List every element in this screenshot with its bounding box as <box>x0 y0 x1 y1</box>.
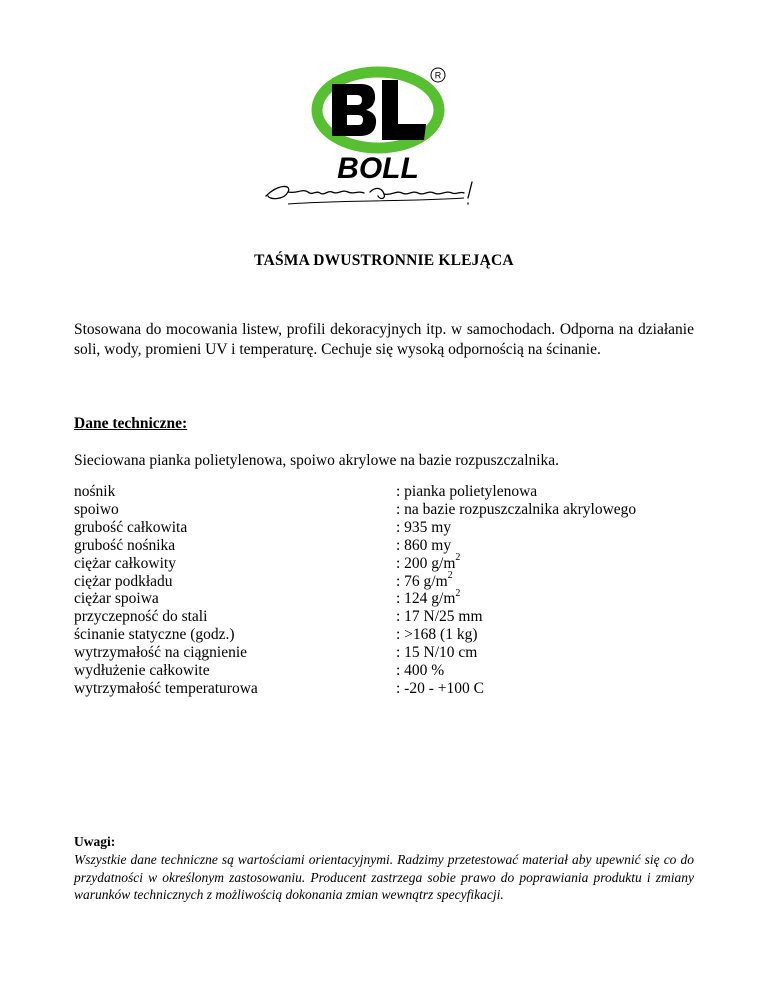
slogan-underline <box>288 198 464 204</box>
spec-label: grubość całkowita <box>74 518 188 536</box>
page-title: TAŚMA DWUSTRONNIE KLEJĄCA <box>254 252 514 269</box>
spec-label: przyczepność do stali <box>74 608 208 626</box>
spec-value: : 17 N/25 mm <box>396 608 483 626</box>
spec-row-static-shear <box>74 626 694 644</box>
spec-row-carrier-thickness <box>74 537 694 555</box>
spec-value: : na bazie rozpuszczalnika akrylowego <box>396 500 637 518</box>
spec-row-tensile-strength <box>74 644 694 662</box>
brand-wordmark: BOLL <box>337 152 419 185</box>
registered-mark-letter: R <box>434 70 442 81</box>
spec-row-steel-adhesion <box>74 608 694 626</box>
spec-row-total-thickness <box>74 519 694 537</box>
spec-value: : -20 - +100 C <box>396 679 484 697</box>
spec-row-adhesive <box>74 501 694 519</box>
spec-table <box>74 483 694 698</box>
spec-row-total-weight <box>74 552 694 573</box>
spec-value: : >168 (1 kg) <box>396 626 478 644</box>
technical-data-heading: Dane techniczne: <box>74 415 188 432</box>
spec-value: : 124 $g/m^2$ <box>396 588 461 608</box>
spec-label: ścinanie statyczne (godz.) <box>74 626 235 644</box>
spec-row-temperature-resistance <box>74 680 694 698</box>
spec-value: : 15 N/10 cm <box>396 644 478 662</box>
spec-label: nośnik <box>74 483 116 500</box>
spec-label: spoiwo <box>74 500 119 518</box>
spec-value: : 200 $g/m^2$ <box>396 552 461 572</box>
spec-row-elongation <box>74 662 694 680</box>
spec-value: : 935 my <box>396 518 452 536</box>
spec-label: ciężar podkładu <box>74 572 173 590</box>
spec-row-liner-weight <box>74 570 694 591</box>
logo-letter-l <box>382 80 426 140</box>
notes-text: Wszystkie dane techniczne są wartościami orientacyjnymi. Radzimy przetestować materiał aby upewnić się co do przydatności w określonym zastosowaniu. Producent zastrzega sobie prawo do poprawiania produktu i zmiany warunków technicznych z możliwością dokonania zmian wewnątrz specyfikacji. <box>74 852 694 903</box>
spec-label: wytrzymałość na ciągnienie <box>74 644 248 662</box>
spec-value: : 76 $g/m^2$ <box>396 570 453 590</box>
spec-row-adhesive-weight <box>74 590 694 608</box>
spec-label: grubość nośnika <box>74 536 176 554</box>
logo-letter-b <box>332 84 376 136</box>
spec-label: wydłużenie całkowite <box>74 662 210 680</box>
notes-heading: Uwagi: <box>74 834 116 849</box>
intro-paragraph: Stosowana do mocowania listew, profili dekoracyjnych itp. w samochodach. Odporna na działanie soli, wody, promieni UV i temperaturę. Cechuje się wysoką odpornością na ścinanie. <box>74 321 694 358</box>
material-description: Sieciowana pianka polietylenowa, spoiwo akrylowe na bazie rozpuszczalnika. <box>74 452 560 469</box>
spec-value: : 400 % <box>396 662 445 680</box>
spec-label: wytrzymałość temperaturowa <box>74 679 258 697</box>
spec-value: : pianka polietylenowa <box>396 483 538 500</box>
spec-value: : 860 my <box>396 536 452 554</box>
spec-label: ciężar całkowity <box>74 554 176 572</box>
boll-logo <box>258 66 508 216</box>
spec-row-carrier <box>74 483 694 501</box>
spec-label: ciężar spoiwa <box>74 590 159 608</box>
